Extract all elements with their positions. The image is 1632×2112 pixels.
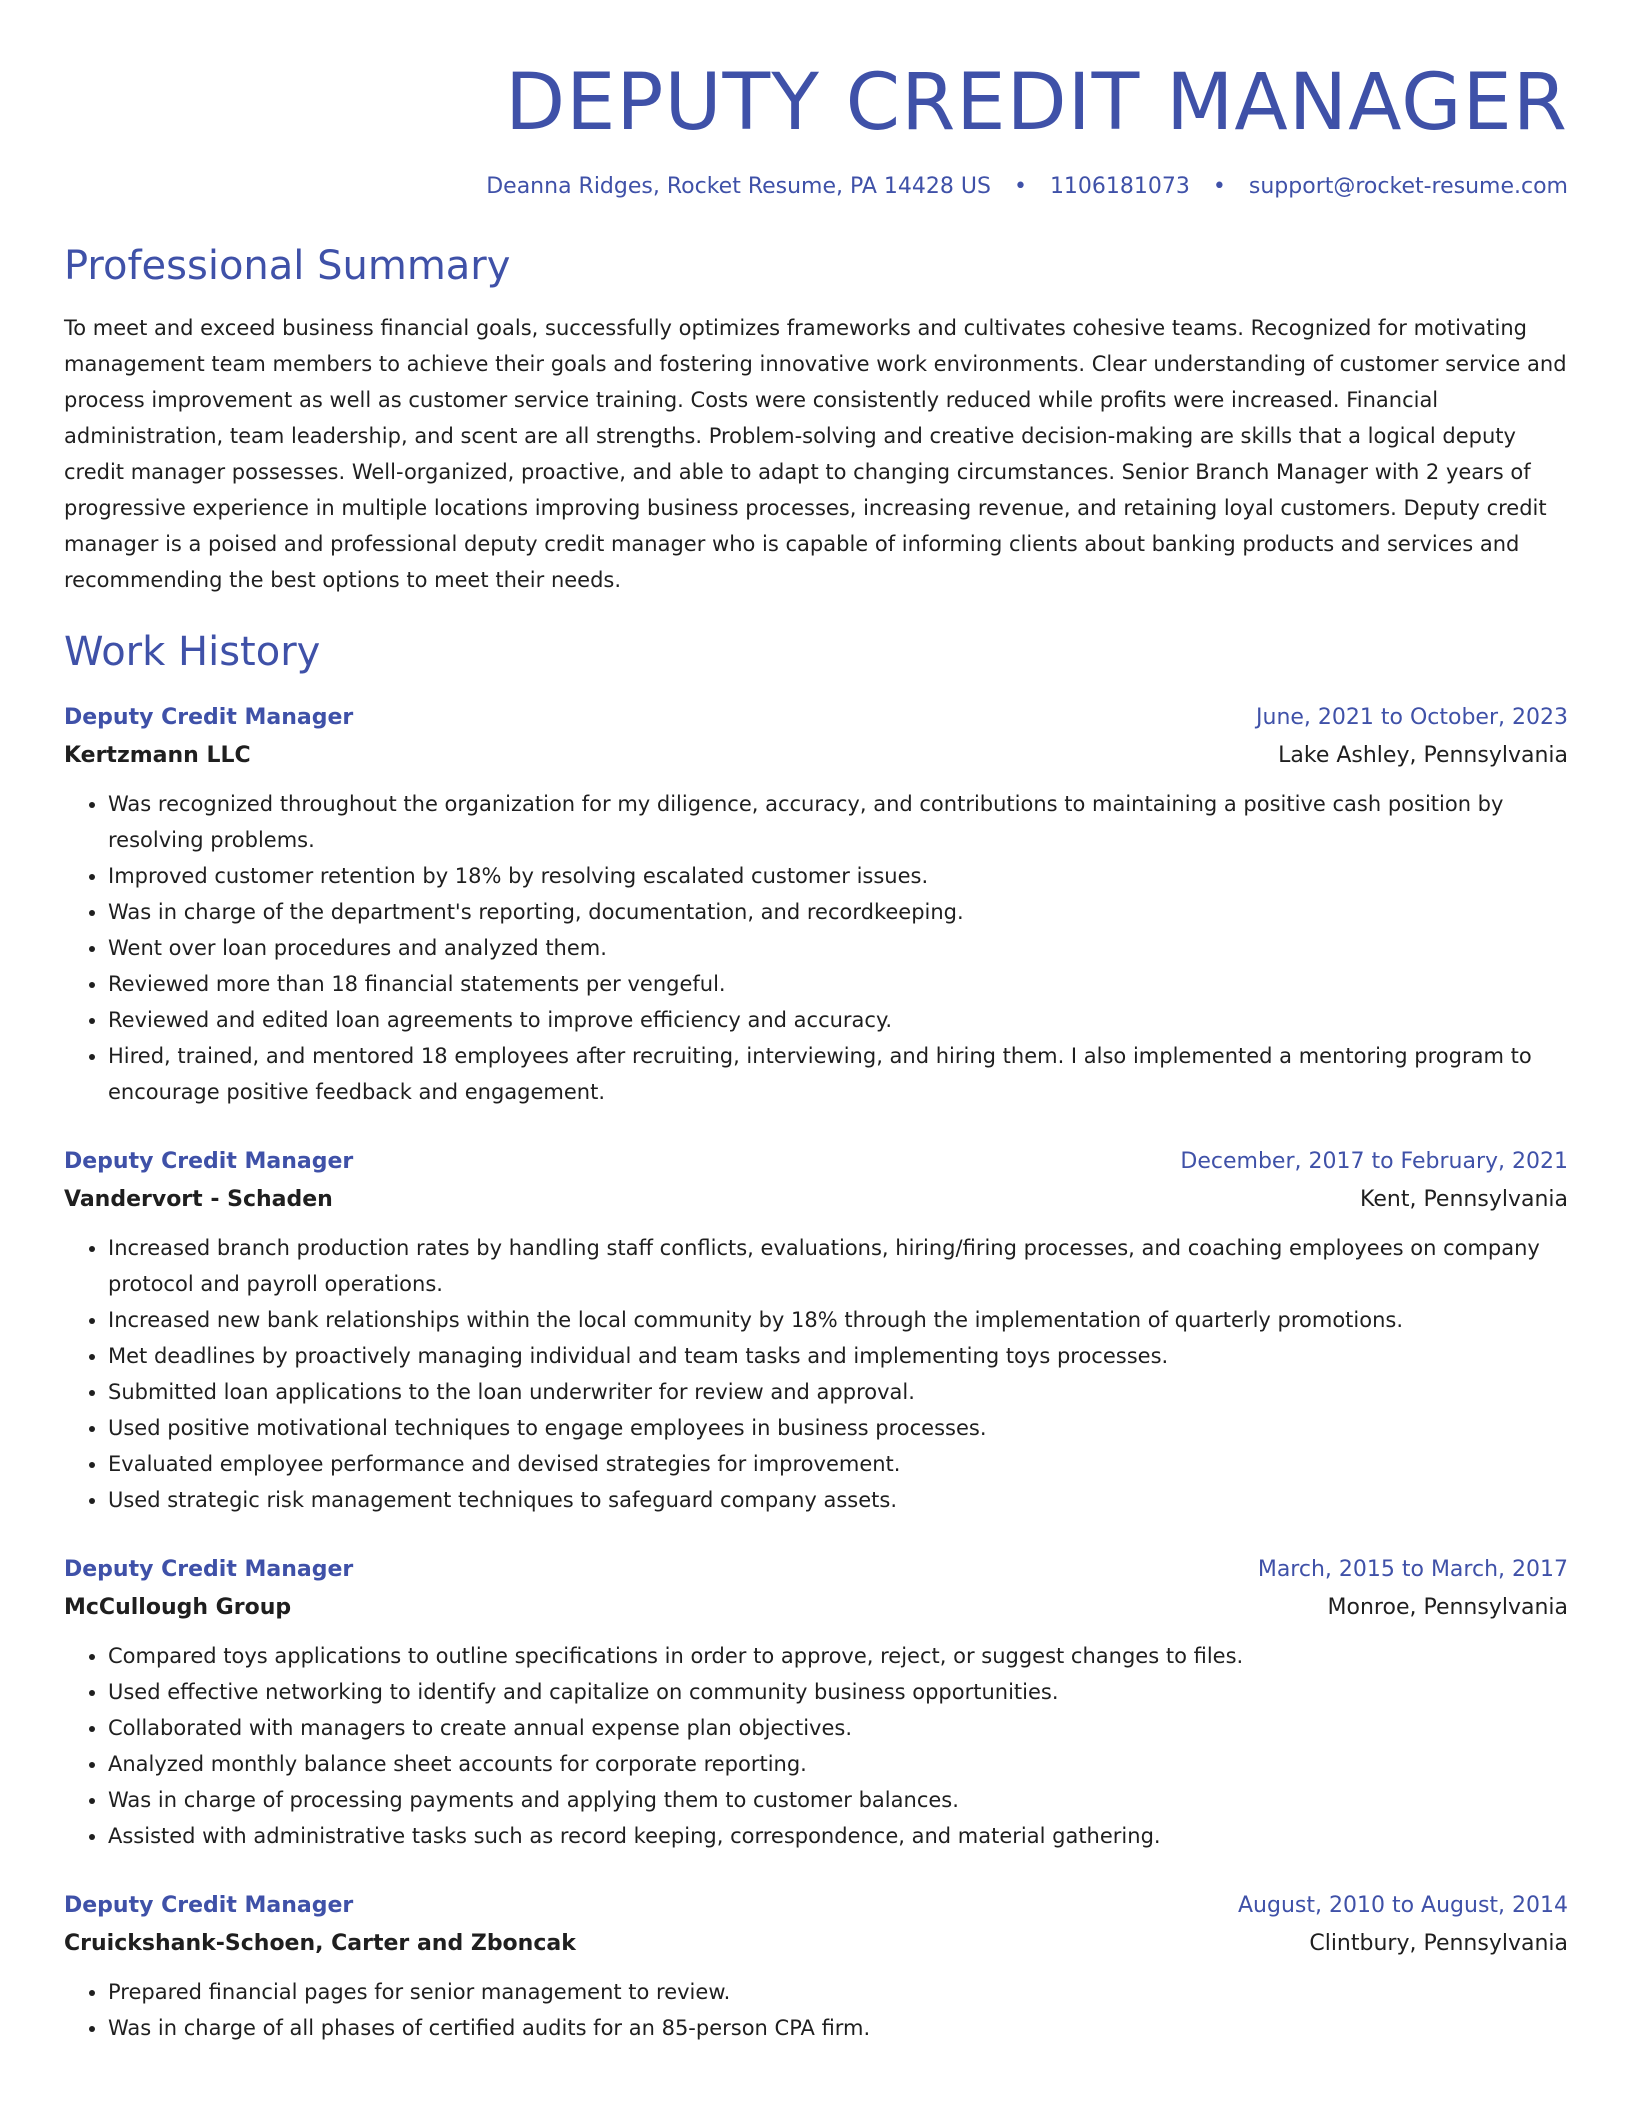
contact-separator: • — [1013, 174, 1027, 199]
job-dates: March, 2015 to March, 2017 — [1257, 1557, 1568, 1582]
contact-email[interactable]: support@rocket-resume.com — [1248, 174, 1568, 199]
job-bullet: • Used strategic risk management techniques to safeguard company assets. — [108, 1482, 1568, 1518]
job-company: McCullough Group — [64, 1595, 292, 1620]
resume-title: DEPUTY CREDIT MANAGER — [505, 58, 1568, 148]
job-bullet: • Used positive motivational techniques to engage employees in business processes. — [108, 1410, 1568, 1446]
job-bullets — [64, 786, 1568, 1110]
job-bullet: • Increased branch production rates by handling staff conflicts, evaluations, hiring/firing processes, and coaching employees on company protocol and payroll operations. — [108, 1230, 1568, 1302]
job-title: Deputy Credit Manager — [64, 705, 354, 730]
contact-line — [64, 172, 1568, 202]
job-bullet: • Went over loan procedures and analyzed them. — [108, 930, 1568, 966]
job-bullet: • Was recognized throughout the organization for my diligence, accuracy, and contributions to maintaining a positive cash position by resolving problems. — [108, 786, 1568, 858]
job-entry — [64, 1144, 1568, 1518]
job-dates: August, 2010 to August, 2014 — [1238, 1893, 1568, 1918]
job-entry — [64, 1888, 1568, 2046]
summary-text: To meet and exceed business financial goals, successfully optimizes frameworks and cultivates cohesive teams. Recognized for motivating management team members to achieve their goals and fostering innovative work environments. Clear understanding of customer service and process improvement as well as customer service training. Costs were consistently reduced while profits were increased. Financial administration, team leadership, and scent are all strengths. Problem-solving and creative decision-making are skills that a logical deputy credit manager possesses. Well-organized, proactive, and able to adapt to changing circumstances. Senior Branch Manager with 2 years of progressive experience in multiple locations improving business processes, increasing revenue, and retaining loyal customers. Deputy credit manager is a poised and professional deputy credit manager who is capable of informing clients about banking products and services and recommending the best options to meet their needs. — [64, 316, 1567, 592]
resume-page — [64, 0, 1568, 2046]
job-bullet: • Increased new bank relationships within the local community by 18% through the implementation of quarterly promotions. — [108, 1302, 1568, 1338]
job-bullets — [64, 1638, 1568, 1854]
job-company: Kertzmann LLC — [64, 743, 251, 768]
job-company: Vandervort - Schaden — [64, 1187, 333, 1212]
job-dates: June, 2021 to October, 2023 — [1256, 705, 1568, 730]
job-company: Cruickshank-Schoen, Carter and Zboncak — [64, 1931, 576, 1956]
job-bullet: • Reviewed and edited loan agreements to improve efficiency and accuracy. — [108, 1002, 1568, 1038]
job-location: Lake Ashley, Pennsylvania — [1278, 743, 1568, 768]
job-title: Deputy Credit Manager — [64, 1893, 354, 1918]
job-title: Deputy Credit Manager — [64, 1557, 354, 1582]
job-bullet: • Hired, trained, and mentored 18 employees after recruiting, interviewing, and hiring them. I also implemented a mentoring program to encourage positive feedback and engagement. — [108, 1038, 1568, 1110]
job-bullet: • Collaborated with managers to create annual expense plan objectives. — [108, 1710, 1568, 1746]
job-bullet: • Improved customer retention by 18% by resolving escalated customer issues. — [108, 858, 1568, 894]
job-bullet: • Evaluated employee performance and devised strategies for improvement. — [108, 1446, 1568, 1482]
job-bullet: • Submitted loan applications to the loan underwriter for review and approval. — [108, 1374, 1568, 1410]
job-bullet: • Was in charge of the department's reporting, documentation, and recordkeeping. — [108, 894, 1568, 930]
job-bullets — [64, 1230, 1568, 1518]
job-bullet: • Prepared financial pages for senior management to review. — [108, 1974, 1568, 2010]
job-bullet: • Met deadlines by proactively managing individual and team tasks and implementing toys processes. — [108, 1338, 1568, 1374]
job-entry — [64, 1552, 1568, 1854]
job-bullet: • Assisted with administrative tasks such as record keeping, correspondence, and material gathering. — [108, 1818, 1568, 1854]
contact-address: Deanna Ridges, Rocket Resume, PA 14428 US — [486, 174, 991, 199]
job-bullet: • Was in charge of all phases of certified audits for an 85-person CPA firm. — [108, 2010, 1568, 2046]
contact-separator: • — [1212, 174, 1226, 199]
job-entry — [64, 700, 1568, 1110]
work-history-heading: Work History — [64, 629, 321, 675]
summary-heading: Professional Summary — [64, 243, 511, 289]
contact-phone: 1106181073 — [1049, 174, 1190, 199]
job-bullet: • Analyzed monthly balance sheet accounts for corporate reporting. — [108, 1746, 1568, 1782]
job-dates: December, 2017 to February, 2021 — [1180, 1149, 1568, 1174]
job-bullet: • Compared toys applications to outline specifications in order to approve, reject, or suggest changes to files. — [108, 1638, 1568, 1674]
job-bullet: • Used effective networking to identify and capitalize on community business opportunities. — [108, 1674, 1568, 1710]
job-location: Monroe, Pennsylvania — [1327, 1595, 1568, 1620]
job-title: Deputy Credit Manager — [64, 1149, 354, 1174]
job-location: Clintbury, Pennsylvania — [1309, 1931, 1568, 1956]
job-bullet: • Was in charge of processing payments and applying them to customer balances. — [108, 1782, 1568, 1818]
job-location: Kent, Pennsylvania — [1360, 1187, 1568, 1212]
job-bullets — [64, 1974, 1568, 2046]
job-bullet: • Reviewed more than 18 financial statements per vengeful. — [108, 966, 1568, 1002]
